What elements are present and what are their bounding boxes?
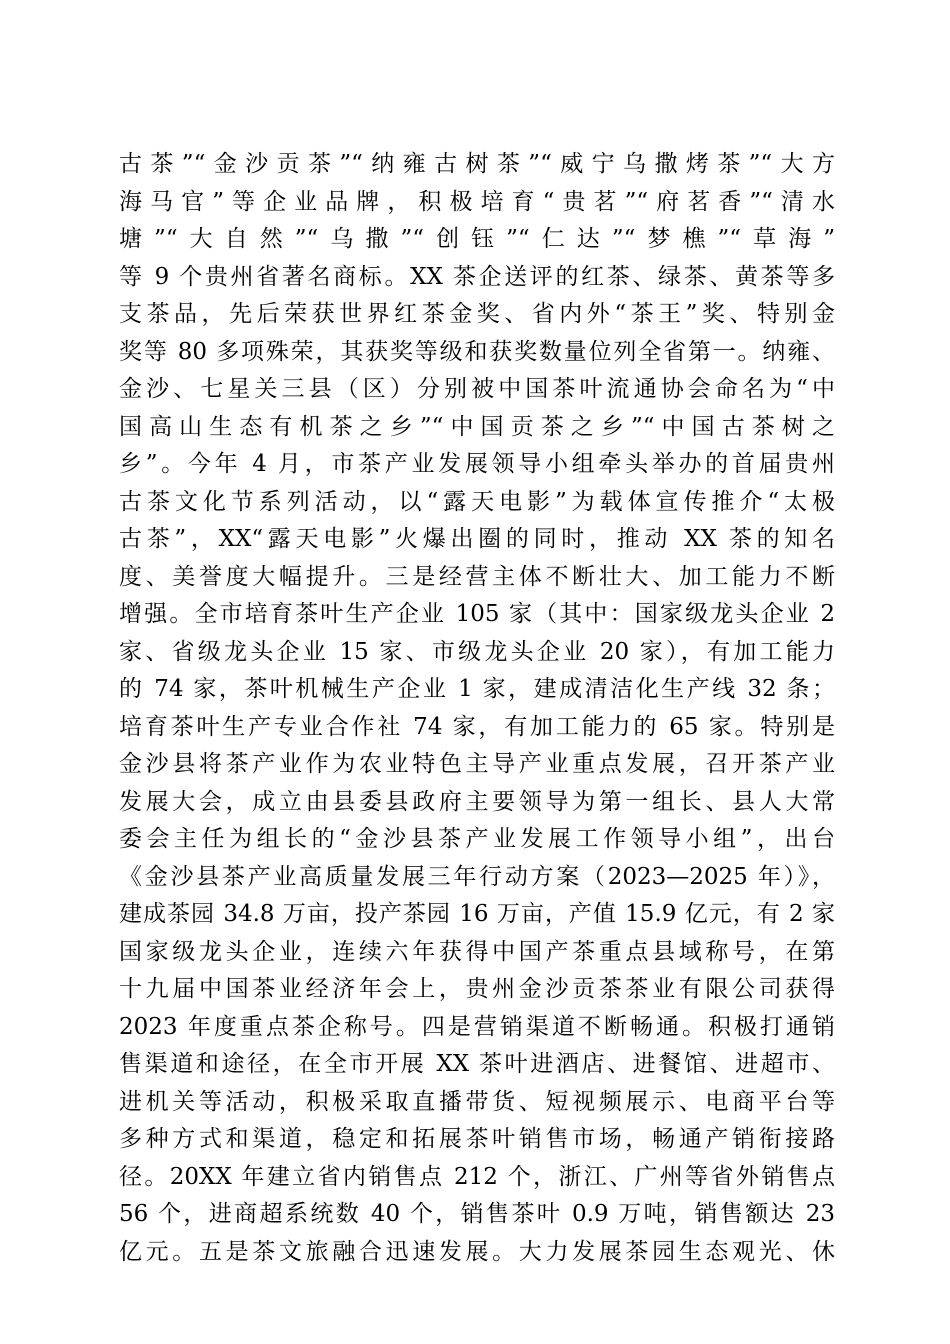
text-line: 亿元。五是茶文旅融合迅速发展。大力发展茶园生态观光、休 [119,1238,835,1265]
text-line: 建成茶园 34.8 万亩，投产茶园 16 万亩，产值 15.9 亿元，有 2 家 [119,901,835,927]
text-line: 古茶文化节系列活动，以“露天电影”为载体宣传推介“太极 [119,488,835,515]
text-line: 金沙、七星关三县（区）分别被中国茶叶流通协会命名为“中 [119,376,835,402]
text-line: 古茶”“金沙贡茶”“纳雍古树茶”“威宁乌撒烤茶”“大方 [119,151,835,177]
text-line: 度、美誉度大幅提升。三是经营主体不断壮大、加工能力不断 [119,563,835,590]
text-line: 进机关等活动，积极采取直播带货、短视频展示、电商平台等 [119,1088,835,1115]
text-line: 2023 年度重点茶企称号。四是营销渠道不断畅通。积极打通销 [119,1013,835,1040]
text-line: 委会主任为组长的“金沙县茶产业发展工作领导小组”，出台 [119,826,835,852]
text-line: 等 9 个贵州省著名商标。XX 茶企送评的红茶、绿茶、黄茶等多 [119,263,835,290]
text-line: 多种方式和渠道，稳定和拓展茶叶销售市场，畅通产销衔接路 [119,1126,835,1152]
text-line: 径。20XX 年建立省内销售点 212 个，浙江、广州等省外销售点 [119,1163,835,1190]
text-line: 培育茶叶生产专业合作社 74 家，有加工能力的 65 家。特别是 [119,713,835,740]
text-line: 家、省级龙头企业 15 家、市级龙头企业 20 家），有加工能力 [119,638,835,665]
text-line: 56 个，进商超系统数 40 个，销售茶叶 0.9 万吨，销售额达 23 [119,1201,835,1227]
text-line: 海马官”等企业品牌，积极培育“贵茗”“府茗香”“清水 [119,188,835,215]
text-line: 塘”“大自然”“乌撒”“创钰”“仁达”“梦樵”“草海” [119,226,835,252]
text-line: 支茶品，先后荣获世界红茶金奖、省内外“茶王”奖、特别金 [119,301,835,327]
text-line: 乡”。今年 4 月，市茶产业发展领导小组牵头举办的首届贵州 [119,451,835,477]
text-line: 十九届中国茶业经济年会上，贵州金沙贡茶茶业有限公司获得 [119,976,835,1002]
body-text [119,146,835,1271]
text-line: 金沙县将茶产业作为农业特色主导产业重点发展，召开茶产业 [119,751,835,777]
text-line: 国家级龙头企业，连续六年获得中国产茶重点县域称号，在第 [119,938,835,965]
text-line: 售渠道和途径，在全市开展 XX 茶叶进酒店、进餐馆、进超市、 [119,1051,835,1077]
text-line: 奖等 80 多项殊荣，其获奖等级和获奖数量位列全省第一。纳雍、 [119,338,835,365]
text-line: 发展大会，成立由县委县政府主要领导为第一组长、县人大常 [119,788,835,815]
text-line: 古茶”，XX“露天电影”火爆出圈的同时，推动 XX 茶的知名 [119,526,835,552]
text-line: 的 74 家，茶叶机械生产企业 1 家，建成清洁化生产线 32 条； [119,676,835,702]
text-line: 国高山生态有机茶之乡”“中国贡茶之乡”“中国古茶树之 [119,413,835,440]
text-line: 增强。全市培育茶叶生产企业 105 家（其中：国家级龙头企业 2 [119,601,835,627]
text-line: 《金沙县茶产业高质量发展三年行动方案（2023—2025 年）》， [119,863,835,890]
